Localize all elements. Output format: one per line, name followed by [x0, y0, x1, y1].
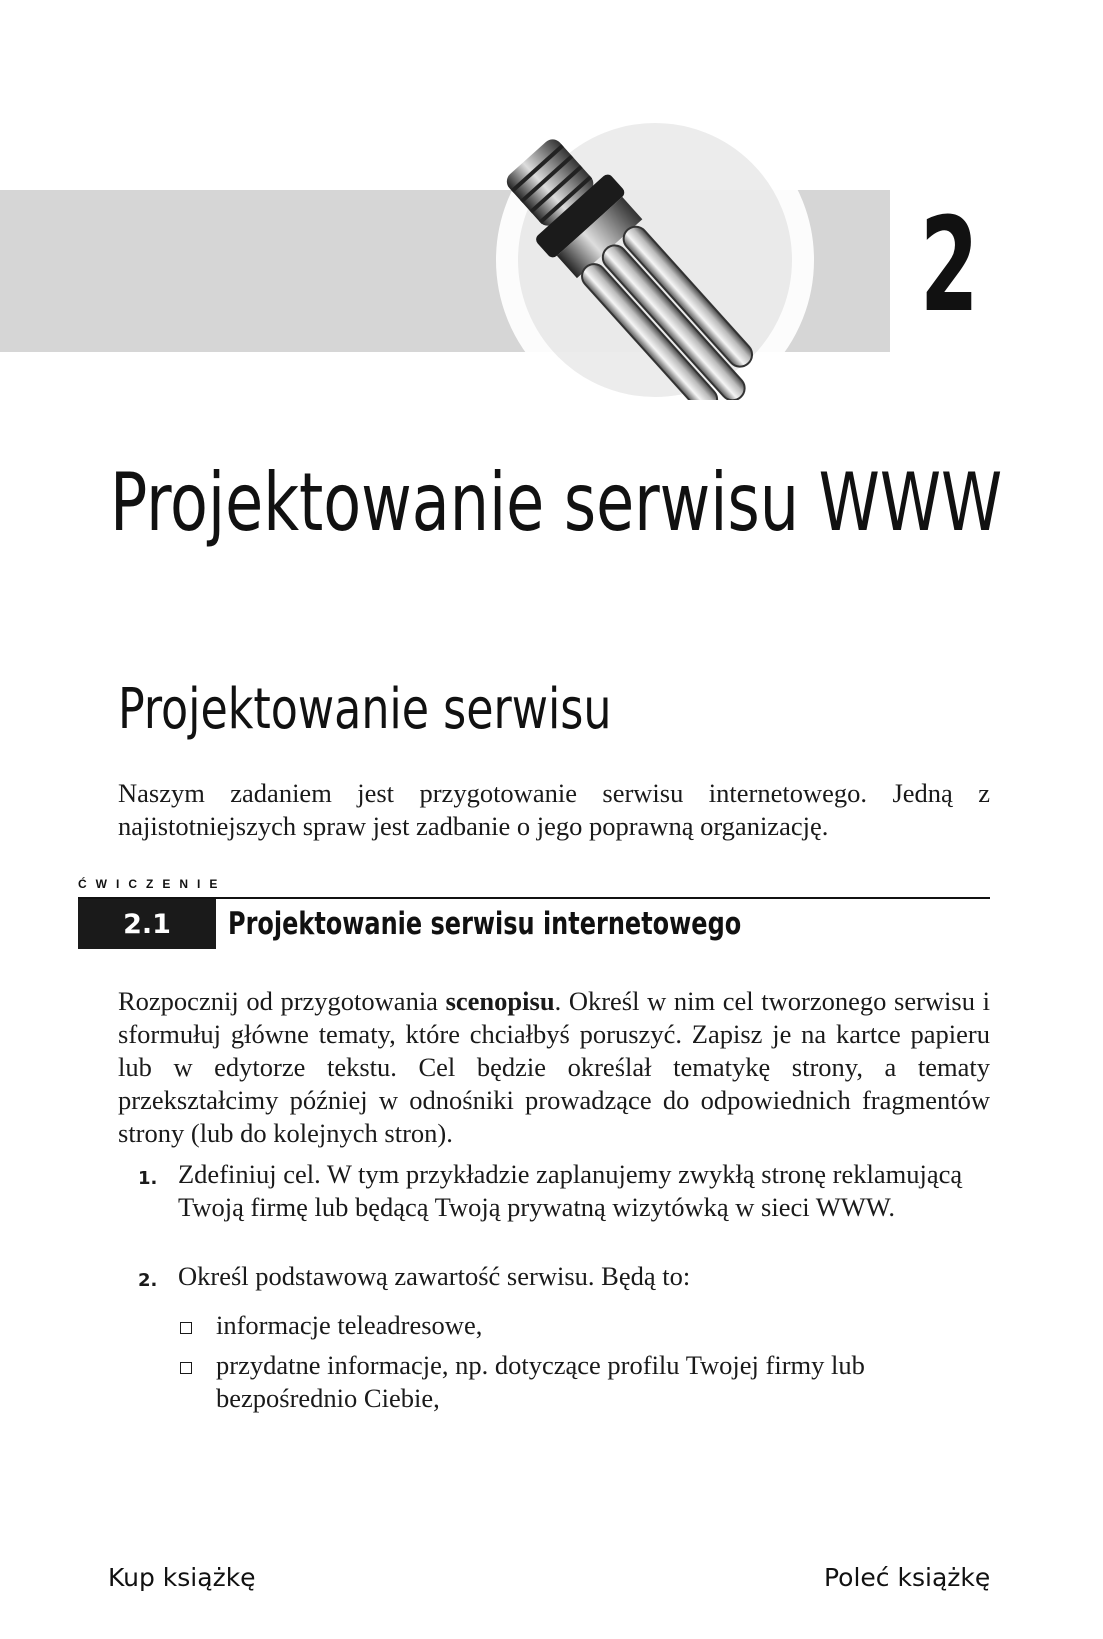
exercise-label: ĆWICZENIE — [78, 877, 227, 891]
body-text-end: . Określ w nim cel tworzonego serwisu i sformułuj główne tematy, które chciałbyś poruszyć. Zapisz je na kartce papieru lub w edytorze tekstu. Cel będzie określał tematykę strony, a tematy przekształcimy później w odnośniki prowadzące do odpowiednich fragmentów strony (lub do kolejnych stron). — [118, 986, 990, 1148]
intro-paragraph: Naszym zadaniem jest przygotowanie serwisu internetowego. Jedną z najistotniejszych spraw jest zadbanie o jego poprawną organizację. — [118, 778, 990, 841]
bullet-text: przydatne informacje, np. dotyczące profilu Twojej firmy lub bezpośrednio Ciebie, — [216, 1350, 865, 1413]
buy-book-link[interactable]: Kup książkę — [108, 1563, 256, 1592]
chapter-title: Projektowanie serwisu WWW — [110, 456, 1003, 549]
list-item-text: Zdefiniuj cel. W tym przykładzie zaplanujemy zwykłą stronę reklamującą Twoją firmę lub będącą Twoją prywatną wizytówką w sieci WWW. — [178, 1159, 963, 1222]
body-paragraph — [118, 985, 990, 1150]
body-bold-term: scenopisu — [445, 986, 555, 1016]
section-title: Projektowanie serwisu — [118, 677, 612, 742]
bullet-text: informacje teleadresowe, — [216, 1310, 483, 1340]
list-item-number: 1. — [138, 1168, 158, 1189]
lightbulb-illustration — [400, 100, 820, 400]
chapter-number: 2 — [920, 189, 979, 341]
exercise-title: Projektowanie serwisu internetowego — [228, 906, 742, 942]
exercise-number-box — [78, 899, 216, 949]
checkbox-bullet-icon — [180, 1362, 192, 1374]
exercise-number: 2.1 — [123, 908, 171, 940]
checkbox-bullet-icon — [180, 1322, 192, 1334]
recommend-book-link[interactable]: Poleć książkę — [824, 1563, 991, 1592]
body-text-start: Rozpocznij od przygotowania — [118, 986, 446, 1016]
list-item-number: 2. — [138, 1270, 158, 1291]
list-item-text: Określ podstawową zawartość serwisu. Będą to: — [178, 1261, 691, 1291]
